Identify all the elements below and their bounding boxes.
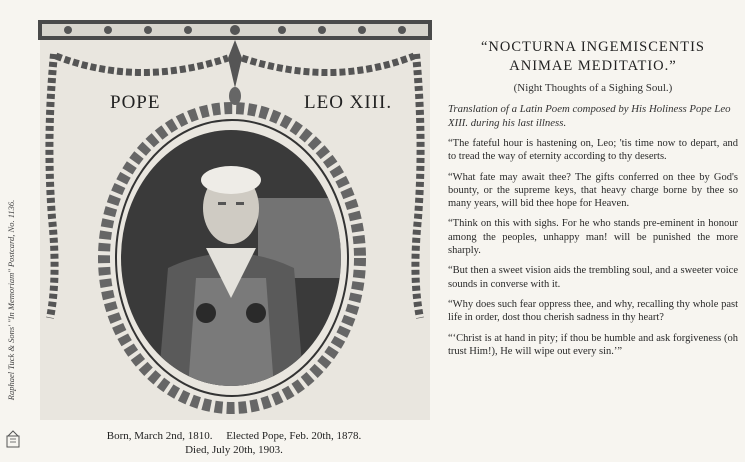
publisher-logo-icon: [6, 430, 20, 448]
poem-column: [448, 38, 738, 358]
pope-label: POPE: [110, 92, 161, 113]
poem-title-line-1: “NOCTURNA INGEMISCENTIS: [481, 39, 705, 55]
poem-paragraph: “Think on this with sighs. For he who stands pre-eminent in honour among the peoples, unhappy man! will be punished the more sharply.: [448, 218, 738, 257]
pope-name-label: LEO XIII.: [304, 92, 393, 113]
poem-title: [448, 38, 738, 76]
poem-subtitle: (Night Thoughts of a Sighing Soul.): [513, 82, 673, 94]
poem-paragraph: “The fateful hour is hastening on, Leo; 'tis time now to depart, and to tread the way of eternity according to thy deserts.: [448, 138, 738, 163]
publisher-imprint-text: Raphael Tuck & Sons' "In Memoriam" Postcard, No. 1136.: [6, 199, 16, 401]
poem-paragraph: “Why does such fear oppress thee, and why, recalling thy whole past life in order, dost thou cherish sadness in thy heart?: [448, 298, 738, 324]
publisher-imprint: [4, 150, 18, 450]
poem-paragraph: “‘Christ is at hand in pity; if thou be humble and ask forgiveness (oh trust Him!), He will wipe out every sin.’”: [448, 332, 738, 357]
poem-title-line-2: ANIMAE MEDITATIO.”: [509, 58, 677, 74]
dates-line-2: Died, July 20th, 1903.: [185, 444, 283, 456]
translation-note: Translation of a Latin Poem composed by His Holiness Pope Leo XIII. during his last illness.: [448, 103, 731, 129]
poem-paragraph: “But then a sweet vision aids the trembling soul, and a sweeter voice sounds in converse with it.: [448, 265, 738, 290]
pope-portrait: [118, 128, 344, 388]
dates-line-1: Born, March 2nd, 1810. Elected Pope, Feb. 20th, 1878.: [106, 430, 362, 442]
poem-paragraph: “What fate may await thee? The gifts conferred on thee by God's bounty, or the supreme keys, that heavy charge borne by thee so many years, will bid thee hope for Heaven.: [448, 171, 738, 210]
